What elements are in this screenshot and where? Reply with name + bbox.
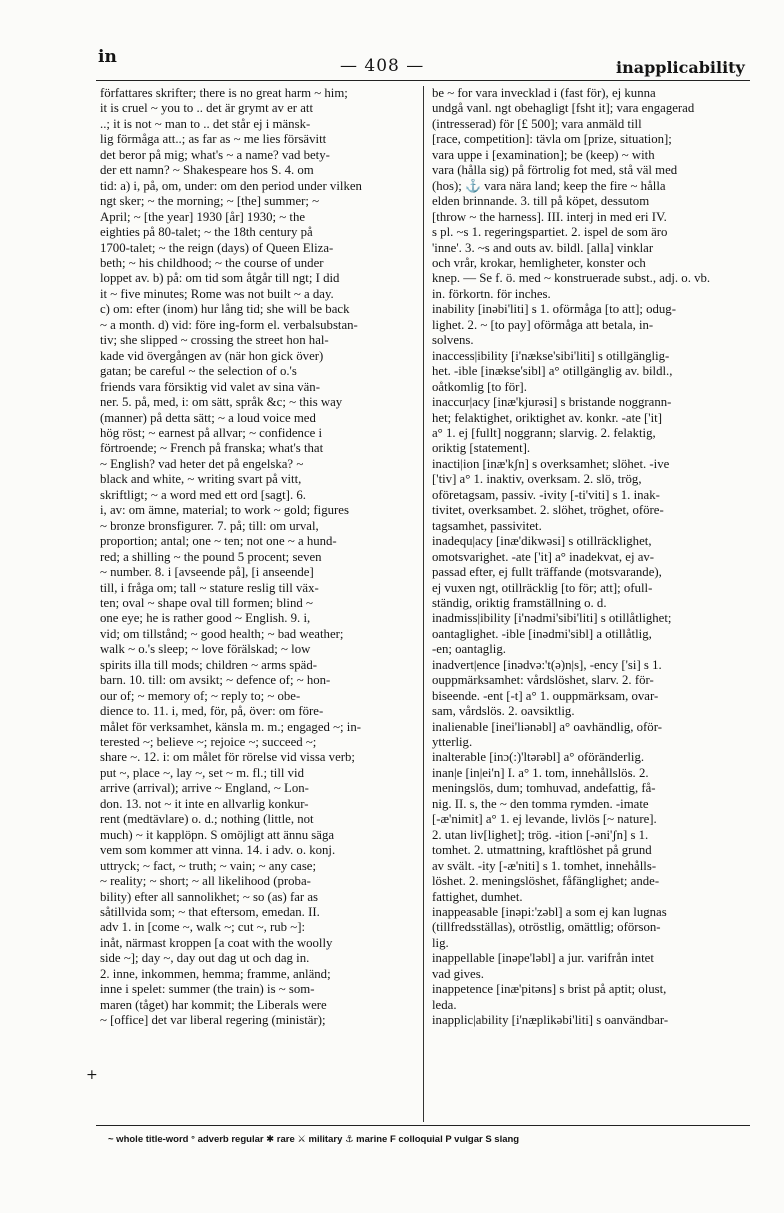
text-line: författares skrifter; there is no great harm ~ him; <box>100 86 348 100</box>
text-line: be ~ for vara invecklad i (fast för), ej kunna <box>432 86 656 100</box>
text-line: adv 1. in [come ~, walk ~; cut ~, rub ~]: <box>100 920 306 935</box>
text-line: bility) efter all sannolikhet; ~ so (as) far as <box>100 889 319 904</box>
text-line: our of; ~ memory of; ~ reply to; ~ obe- <box>100 688 301 703</box>
text-line: inne i spelet: summer (the train) is ~ som- <box>100 982 315 997</box>
text-line: inability [inəbi'liti] s 1. oförmåga [to att]; odug- <box>432 302 676 317</box>
text-line: meningslös, dum; tomhuvad, andefattig, få- <box>432 781 656 796</box>
text-line: förtroende; ~ French på franska; what's that <box>100 441 324 456</box>
text-line: inalienable [inei'liənəbl] a° oavhändlig, oför- <box>432 719 662 734</box>
text-line: inan|e [in|ei'n] I. a° 1. tom, innehållslös. 2. <box>432 765 649 780</box>
text-line: vem som kommer att vinna. 14. i adv. o. konj. <box>100 843 336 858</box>
text-line: share ~. 12. i: om målet för rörelse vid vissa verb; <box>100 750 355 765</box>
text-line: det beror på mig; what's ~ a name? vad bety- <box>100 147 330 162</box>
text-line: black and white, ~ writing svart på vitt, <box>100 472 302 487</box>
text-line: ner. 5. på, med, i: om sätt, språk &c; ~ this way <box>100 395 343 410</box>
footer-rule <box>96 1125 750 1126</box>
text-line: ~ reality; ~ short; ~ all likelihood (proba- <box>100 874 311 889</box>
text-line: terested ~; believe ~; rejoice ~; succeed ~; <box>100 735 317 750</box>
text-line: het. -ible [inækse'sibl] a° otillgänglig av. bildl., <box>432 364 673 379</box>
header-right-word: inapplicability <box>616 58 745 77</box>
text-line: solvens. <box>432 333 474 348</box>
text-line: rent (medtävlare) o. d.; nothing (little, not <box>100 812 314 827</box>
text-line: 2. utan liv[lighet]; trög. -ition [-əni'ʃn] s 1. <box>432 827 649 842</box>
text-line: inaccur|acy [inæ'kjurəsi] s bristande noggrann- <box>432 395 672 410</box>
text-line: passad efter, ej fullt träffande (motsvarande), <box>432 565 662 580</box>
text-line: biseende. -ent [-t] a° 1. ouppmärksam, ovar- <box>432 688 659 703</box>
text-line: arrive (arrival); arrive ~ England, ~ Lon- <box>100 781 309 796</box>
text-line: tomhet. 2. utmattning, kraftlöshet på grund <box>432 843 652 858</box>
text-line: beth; ~ his childhood; ~ the course of under <box>100 255 324 270</box>
text-line: red; a shilling ~ the pound 5 procent; seven <box>100 549 322 564</box>
text-line: oantaglighet. -ible [inədmi'sibl] a otillåtlig, <box>432 626 652 641</box>
text-line: skriftligt; ~ a word med ett ord [sagt]. 6. <box>100 487 306 502</box>
text-line: much) ~ it kapplöpn. S omöjligt att ännu säga <box>100 827 335 842</box>
text-line: hög röst; ~ earnest på allvar; ~ confidence i <box>100 425 323 440</box>
text-line: put ~, place ~, lay ~, set ~ m. fl.; till vid <box>100 765 304 780</box>
text-line: walk ~ o.'s sleep; ~ love förälskad; ~ low <box>100 642 311 657</box>
text-line: 2. inne, inkommen, hemma; framme, anländ; <box>100 966 331 981</box>
text-line: leda. <box>432 997 457 1012</box>
text-line: maren (tåget) har kommit; the Liberals were <box>100 997 327 1012</box>
text-line: oföretagsam, passiv. -ivity [-ti'viti] s 1. inak- <box>432 487 660 502</box>
text-line: kade vid övergången av (när hon gick över) <box>100 348 324 363</box>
text-line: ~ [office] det var liberal regering (ministär); <box>100 1013 326 1028</box>
text-line: barn. 10. till: om avsikt; ~ defence of; ~ hon- <box>100 673 331 688</box>
text-line: ~ bronze bronsfigurer. 7. på; till: om urval, <box>100 518 319 533</box>
column-divider <box>423 86 424 1122</box>
text-line: ständig, oriktig framställning o. d. <box>432 595 607 610</box>
text-line: friends vara försiktig vid valet av sina vän- <box>100 379 320 394</box>
text-line: het; felaktighet, oriktighet av. konkr. -ate ['it] <box>432 410 662 425</box>
text-line: 'inne'. 3. ~s and outs av. bildl. [alla] vinklar <box>432 240 654 255</box>
text-line: oriktig [statement]. <box>432 441 531 456</box>
text-line: proportion; antal; one ~ ten; not one ~ a hund- <box>100 534 337 549</box>
text-line: eighties på 80-talet; ~ the 18th century på <box>100 225 313 240</box>
text-line: c) om: efter (inom) hur lång tid; she will be back <box>100 302 350 317</box>
text-line: vara (hålla sig) på förtrolig fot med, stå väl med <box>432 163 678 178</box>
page-number: — 408 — <box>340 56 425 76</box>
text-line: (manner) på detta sätt; ~ a loud voice med <box>100 410 316 425</box>
text-line: tivitet, overksambet. 2. slöhet, tröghet, oföre- <box>432 503 664 518</box>
text-line: s pl. ~s 1. regeringspartiet. 2. ispel de som äro <box>432 225 668 240</box>
text-line: inadequ|acy [inæ'dikwəsi] s otillräcklighet, <box>432 534 652 549</box>
text-line: [-æ'nimit] a° 1. ej levande, livlös [~ nature]. <box>432 812 657 827</box>
text-line: gatan; be careful ~ the selection of o.'s <box>100 364 297 379</box>
text-line: ytterlig. <box>432 735 473 750</box>
text-line: inappetence [inæ'pitəns] s brist på aptit; olust, <box>432 982 667 997</box>
text-line: sam, vårdslös. 2. oavsiktlig. <box>432 704 575 719</box>
text-line: ['tiv] a° 1. inaktiv, overksam. 2. slö, trög, <box>432 472 642 487</box>
text-line: inacti|ion [inæ'kʃn] s overksamhet; slöhet. -ive <box>432 456 670 471</box>
text-line: tagsamhet, passivitet. <box>432 518 542 533</box>
text-line: it is cruel ~ you to .. det är grymt av er att <box>100 101 314 116</box>
text-line: målet för verksamhet, känsla m. m.; engaged ~; in- <box>100 719 362 734</box>
text-line: vid; om tillstånd; ~ good health; ~ bad weather; <box>100 626 344 641</box>
header-left-word: in <box>98 47 117 67</box>
text-line: lig förmåga att..; as far as ~ me lies försävitt <box>100 132 327 147</box>
text-line: tid: a) i, på, om, under: om den period under vilken <box>100 178 362 193</box>
text-line: ten; oval ~ shape oval till formen; blind ~ <box>100 595 313 610</box>
text-line: undgå vanl. ngt obehagligt [fsht it]; vara engagerad <box>432 101 695 116</box>
text-line: vad gives. <box>432 966 484 981</box>
text-line: elden brinnande. 3. till på köpet, dessutom <box>432 194 650 209</box>
text-line: nig. II. s, the ~ den tomma rymden. -imate <box>432 796 649 811</box>
text-line: a° 1. ej [fullt] noggrann; slarvig. 2. felaktig, <box>432 425 656 440</box>
right-column <box>432 86 750 1029</box>
margin-marker: + <box>86 1067 98 1083</box>
text-line: till, i fråga om; tall ~ stature reslig till väx- <box>100 580 319 595</box>
text-line: ouppmärksamhet: vårdslöshet, slarv. 2. för- <box>432 673 654 688</box>
text-line: inåt, närmast kroppen [a coat with the woolly <box>100 935 333 950</box>
text-line: April; ~ [the year] 1930 [år] 1930; ~ the <box>100 209 306 224</box>
text-line: inaccess|ibility [i'nækse'sibi'liti] s otillgänglig- <box>432 348 670 363</box>
text-line: lighet. 2. ~ [to pay] oförmåga att betala, in- <box>432 317 654 332</box>
text-line: ngt sker; ~ the morning; ~ [the] summer; ~ <box>100 194 320 209</box>
text-line: inadvert|ence [inədvə:'t(ə)n|s], -ency ['si] s 1. <box>432 657 662 672</box>
left-column <box>100 86 418 1029</box>
text-line: inalterable [inɔ(:)'ltərəbl] a° oföränderlig. <box>432 750 645 765</box>
text-line: löshet. 2. meningslöshet, fåfänglighet; ande- <box>432 874 660 889</box>
text-line: der ett namn? ~ Shakespeare hos S. 4. om <box>100 163 314 178</box>
text-line: inadmiss|ibility [i'nədmi'sibi'liti] s otillåtlighet; <box>432 611 672 626</box>
abbreviation-legend: ~ whole title-word ° adverb regular ✱ rare ⚔ military ⚓ marine F colloquial P vulgar S slang <box>108 1134 520 1145</box>
text-line: ..; it is not ~ man to .. det står ej i mänsk- <box>100 116 311 131</box>
text-line: (tillfredsställas), otröstlig, omättlig; oförson- <box>432 920 661 935</box>
text-line: one eye; he is rather good ~ English. 9. i, <box>100 611 311 626</box>
text-line: fattighet, dumhet. <box>432 889 523 904</box>
header-rule <box>96 80 750 81</box>
text-line: it ~ five minutes; Rome was not built ~ a day. <box>100 286 334 301</box>
text-line: don. 13. not ~ it inte en allvarlig konkur- <box>100 796 309 811</box>
text-line: vara uppe i [examination]; be (keep) ~ with <box>432 147 655 162</box>
text-line: tiv; she slipped ~ crossing the street hon hal- <box>100 333 329 348</box>
text-line: inappellable [inəpe'ləbl] a jur. varifrån intet <box>432 951 654 966</box>
text-line: inappeasable [inəpi:'zəbl] a som ej kan lugnas <box>432 905 667 920</box>
text-line: [race, competition]: tävla om [prize, situation]; <box>432 132 672 147</box>
text-line: ej vuxen ngt, otillräcklig [to för; att]; ofull- <box>432 580 653 595</box>
text-line: (intresserad) för [£ 500]; vara anmäld till <box>432 116 642 131</box>
text-line: knep. — Se f. ö. med ~ konstruerade subst., adj. o. vb. <box>432 271 711 286</box>
text-line: loppet av. b) på: om tid som åtgår till ngt; I did <box>100 271 340 286</box>
text-line: inapplic|ability [i'næplikəbi'liti] s oanvändbar- <box>432 1013 669 1028</box>
text-line: omotsvarighet. -ate ['it] a° inadekvat, ej av- <box>432 549 655 564</box>
text-line: i, av: om ämne, material; to work ~ gold; figures <box>100 503 349 518</box>
text-line: ~ number. 8. i [avseende på], [i anseende] <box>100 565 314 580</box>
text-line: ~ English? vad heter det på engelska? ~ <box>100 456 304 471</box>
text-line: spirits illa till mods; children ~ arms späd- <box>100 657 317 672</box>
text-line: såtillvida som; ~ that eftersom, emedan. II. <box>100 905 320 920</box>
text-line: av svält. -ity [-æ'niti] s 1. tomhet, innehålls- <box>432 858 657 873</box>
text-line: in. förkortn. för inches. <box>432 286 551 301</box>
text-line: lig. <box>432 935 449 950</box>
text-line: side ~]; day ~, day out dag ut och dag in. <box>100 951 310 966</box>
text-line: uttryck; ~ fact, ~ truth; ~ vain; ~ any case; <box>100 858 317 873</box>
text-line: 1700-talet; ~ the reign (days) of Queen Eliza- <box>100 240 334 255</box>
text-line: och vrår, krokar, hemligheter, konster och <box>432 255 646 270</box>
text-line: (hos); ⚓ vara nära land; keep the fire ~ hålla <box>432 178 666 193</box>
text-line: dience to. 11. i, med, för, på, över: om före- <box>100 704 324 719</box>
text-line: ~ a month. d) vid: före ing-form el. verbalsubstan- <box>100 317 358 332</box>
text-line: -en; oantaglig. <box>432 642 506 657</box>
text-line: oåtkomlig [to för]. <box>432 379 527 394</box>
text-line: [throw ~ the harness]. III. interj in med eri IV. <box>432 209 667 224</box>
